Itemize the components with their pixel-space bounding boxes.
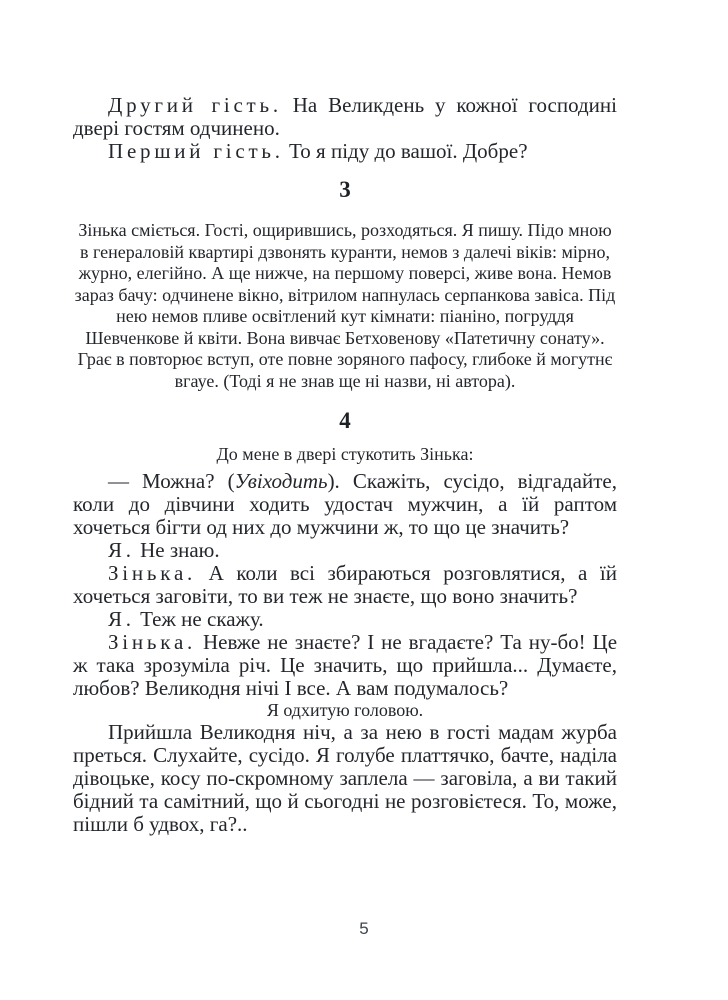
dialog-text: Не знаю. <box>140 537 220 562</box>
speaker-name: Я. <box>108 606 135 631</box>
dialog-text: А коли всі збираються розговлятися, а їй хочеться заговіти, то ви теж не знаєте, що воно значить? <box>73 560 617 608</box>
dialog-paragraph <box>73 94 617 140</box>
stage-direction: До мене в двері стукотить Зінька: <box>216 444 474 464</box>
dialog-text: На Великдень у кожної господині двері гостям одчинено. <box>73 93 617 140</box>
speaker-name: Я. <box>108 537 135 562</box>
dialog-paragraph <box>73 140 617 163</box>
dialog-text: Невже не знаєте? І не вгадаєте? Та ну-бо! Це ж така зрозуміла річ. Це значить, що прийшла... Думаєте, любов? Великодня нічі І все. А вам подумалось? <box>73 629 618 700</box>
dialog-text: — Можна? ( <box>108 468 235 493</box>
stage-direction: Зінька сміється. Гості, ощирившись, розходяться. Я пишу. Підо мною в генераловій квартирі дзвонять куранти, немов з далечі віків: мірно, журно, елегійно. А ще нижче, на першому поверсі, живе вона. Немов зараз бачу: одчинене вікно, вітрилом напнулась серпанкова завіса. Під нею немов пливе освітлений кут кімнати: піаніно, погруддя Шевченкове й квіти. Вона вивчає Бетховенову «Патетичну сонату». Грає в повторює вступ, оте повне зоряного пафосу, глибоке й могутнє вгауе. (Тоді я не знав ще ні назви, ні автора). <box>74 220 616 391</box>
dialog-paragraph <box>73 631 617 700</box>
dialog-text: ). Скажіть, сусідо, відгадайте, коли до дівчини ходить удостач мужчин, а їй раптом хочеться бігти од них до мужчини ж, то що це значить? <box>73 468 617 539</box>
dialog-paragraph <box>73 562 617 608</box>
speaker-name: Зінька. <box>108 629 197 654</box>
dialog-text: То я піду до вашої. Добре? <box>289 139 528 163</box>
dialog-paragraph <box>73 721 617 836</box>
dialog-paragraph <box>73 608 617 631</box>
page-number: 5 <box>359 919 369 938</box>
dialog-text: Теж не скажу. <box>140 606 264 631</box>
stage-direction: Я одхитую головою. <box>266 699 424 720</box>
dialog-text: Прийшла Великодня ніч, а за нею в гості мадам журба преться. Слухайте, сусідо. Я голубе платтячко, бачте, наділа дівоцьке, косу по-скромному заплела — заговіла, а ви такий бідний та самітний, що й сьогодні не розговієтеся. То, може, пішли б удвох, га?.. <box>73 720 617 836</box>
section-number-heading: 3 <box>339 177 351 202</box>
speaker-name: Зінька. <box>108 560 197 585</box>
speaker-name: Перший гість. <box>108 139 284 163</box>
section-number-heading: 4 <box>339 408 351 433</box>
dialog-paragraph <box>73 470 617 539</box>
speaker-name: Другий гість. <box>108 93 282 117</box>
dialog-paragraph <box>73 539 617 562</box>
stage-direction-inline: Увіходить <box>234 468 328 493</box>
